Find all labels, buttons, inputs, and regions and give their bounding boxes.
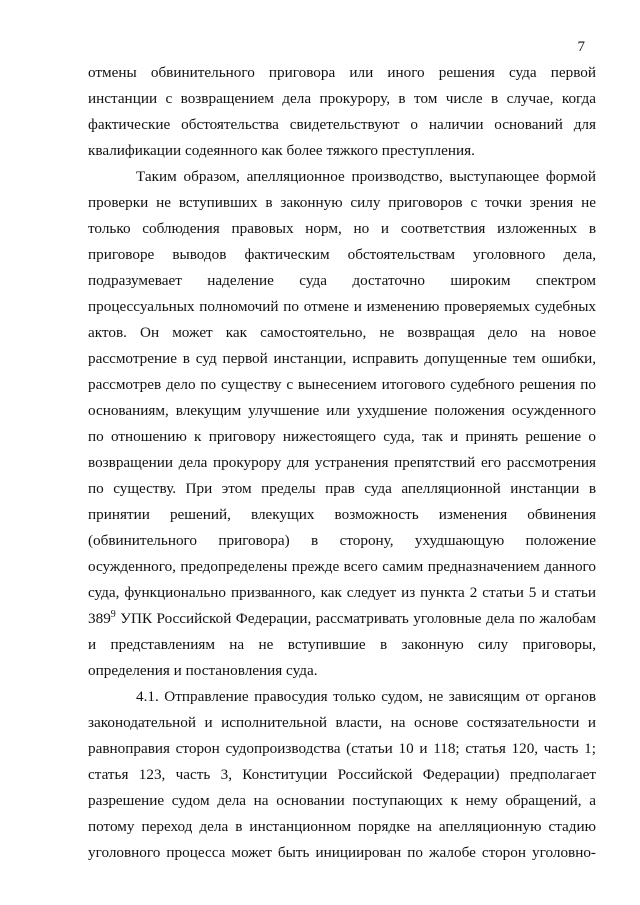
paragraph-continuation: отмены обвинительного приговора или иного решения суда первой инстанции с возвращением дела прокурору, в том числе в случае, когда фактические обстоятельства свидетельствуют о наличии оснований для квалификации содеянного как более тяжкого преступления. [88,64,596,159]
paragraph-appellate-review [88,164,596,684]
page-number: 7 [577,39,585,55]
paragraph-text-continued: УПК Российской Федерации, рассматривать уголовные дела по жалобам и представлениям на не вступившие в законную силу приговоры, определения и постановления суда. [88,610,596,679]
document-body [88,60,596,866]
paragraph-4-1: 4.1. Отправление правосудия только судом, не зависящим от органов законодательной и исполнительной власти, на основе состязательности и равноправия сторон судопроизводства (статьи 10 и 118; статья 120, часть 1; статья 123, часть 3, Конституции Российской Федерации) предполагает разрешение судом дела на основании поступающих к нему обращений, а потому переход дела в инстанционном порядке на апелляционную стадию уголовного процесса может быть инициирован по жалобе сторон уголовно- [88,688,596,861]
article-superscript: 9 [110,609,116,620]
paragraph-text: Таким образом, апелляционное производство, выступающее формой проверки не вступивших в законную силу приговоров с точки зрения не только соблюдения правовых норм, но и соответствия изложенных в приговоре выводов фактическим обстоятельствам уголовного дела, подразумевает наделение суда достаточно широким спектром процессуальных полномочий по отмене и изменению проверяемых судебных актов. Он может как самостоятельно, не возвращая дело на новое рассмотрение в суд первой инстанции, исправить допущенные тем ошибки, рассмотрев дело по существу с вынесением итогового судебного решения по основаниям, влекущим улучшение или ухудшение положения осужденного по отношению к приговору нижестоящего суда, так и принять решение о возвращении дела прокурору для устранения препятствий его рассмотрения по существу. При этом пределы прав суда апелляционной инстанции в принятии решений, влекущих возможность изменения обвинения (обвинительного приговора) в сторону, ухудшающую положение осужденного, предопределены прежде всего самим предназначением данного суда, функционально призванного, как следует из пункта 2 статьи 5 и статьи 389 [88,168,596,627]
